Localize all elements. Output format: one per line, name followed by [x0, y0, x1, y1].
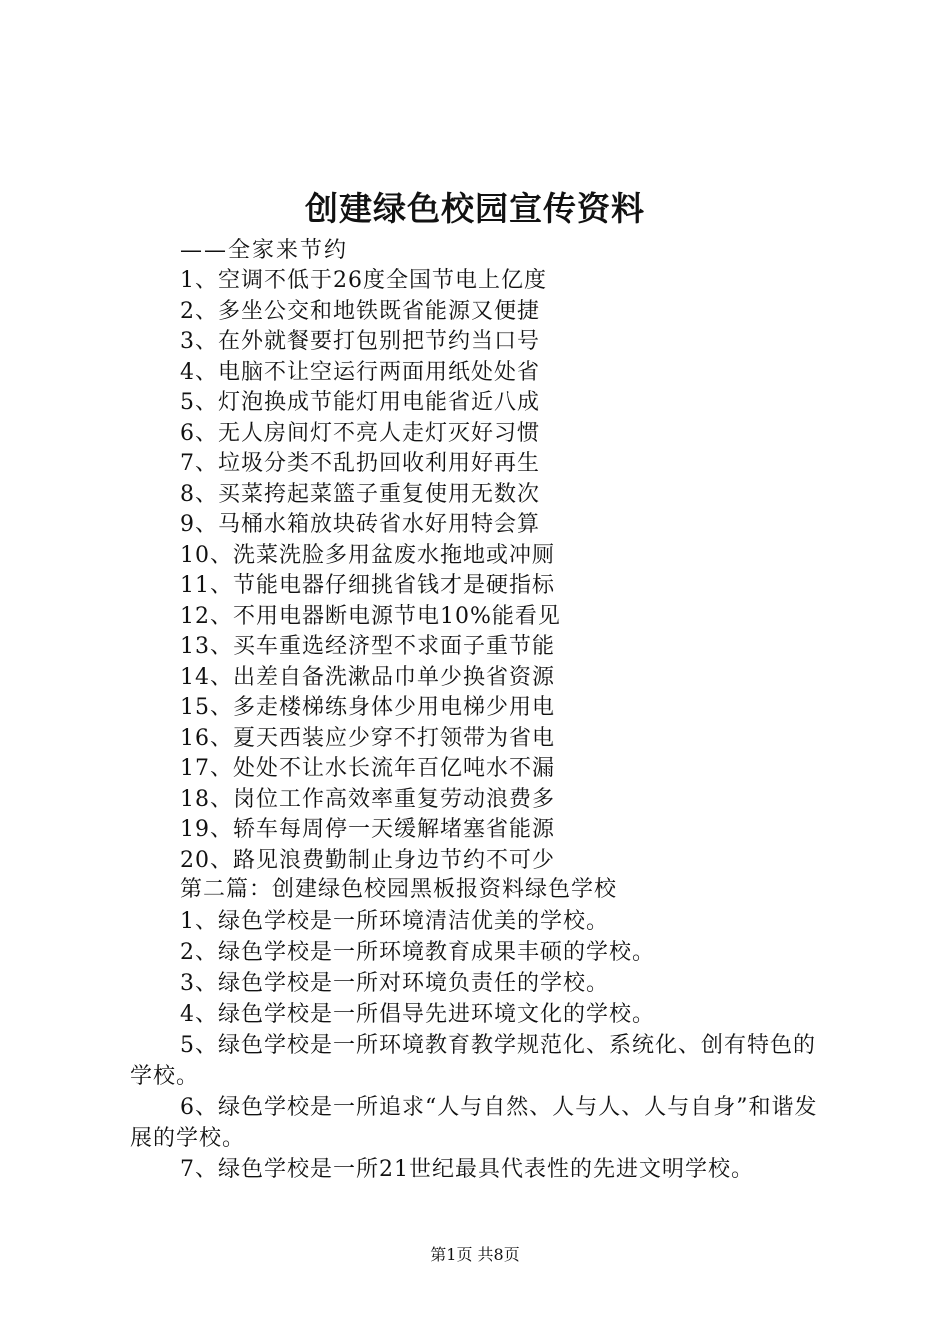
- paragraph: 3、绿色学校是一所对环境负责任的学校。: [180, 971, 609, 996]
- list-item: 13、买车重选经济型不求面子重节能: [180, 634, 555, 659]
- list-item: 18、岗位工作高效率重复劳动浪费多: [180, 786, 555, 812]
- paragraph: 7、绿色学校是一所21世纪最具代表性的先进文明学校。: [180, 1157, 754, 1182]
- list-item: 9、马桶水箱放块砖省水好用特会算: [180, 512, 540, 537]
- paragraph: 1、绿色学校是一所环境清洁优美的学校。: [180, 909, 609, 934]
- list-item: 7、垃圾分类不乱扔回收利用好再生: [180, 451, 540, 476]
- list-item: 4、电脑不让空运行两面用纸处处省: [180, 359, 540, 385]
- list-item: 15、多走楼梯练身体少用电梯少用电: [180, 695, 555, 720]
- document-subtitle: ——全家来节约: [180, 238, 349, 263]
- list-item: 12、不用电器断电源节电10%能看见: [180, 603, 561, 629]
- page-footer: 第1页 共8页: [430, 1245, 520, 1264]
- list-item: 19、轿车每周停一天缓解堵塞省能源: [180, 817, 555, 842]
- list-item: 6、无人房间灯不亮人走灯灭好习惯: [180, 420, 540, 446]
- paragraph: 2、绿色学校是一所环境教育成果丰硕的学校。: [180, 940, 655, 965]
- paragraph: 5、绿色学校是一所环境教育教学规范化、系统化、创有特色的学校。: [130, 1033, 816, 1089]
- list-item: 10、洗菜洗脸多用盆废水拖地或冲厕: [180, 542, 555, 568]
- tips-list: [180, 266, 561, 876]
- list-item: 11、节能电器仔细挑省钱才是硬指标: [180, 573, 555, 598]
- list-item: 16、夏天西装应少穿不打领带为省电: [180, 725, 555, 751]
- list-item: 5、灯泡换成节能灯用电能省近八成: [180, 390, 540, 415]
- list-item: 2、多坐公交和地铁既省能源又便捷: [180, 298, 540, 324]
- section2-heading: 第二篇：创建绿色校园黑板报资料绿色学校: [180, 877, 618, 902]
- paragraph: 6、绿色学校是一所追求“人与自然、人与人、人与自身”和谐发展的学校。: [130, 1095, 818, 1151]
- list-item: 3、在外就餐要打包别把节约当口号: [180, 329, 540, 354]
- list-item: 14、出差自备洗漱品巾单少换省资源: [180, 664, 555, 690]
- list-item: 1、空调不低于26度全国节电上亿度: [180, 268, 547, 293]
- section2-body: [130, 906, 830, 1185]
- document-title: 创建绿色校园宣传资料: [305, 189, 645, 228]
- list-item: 8、买菜挎起菜篮子重复使用无数次: [180, 481, 540, 507]
- paragraph: 4、绿色学校是一所倡导先进环境文化的学校。: [180, 1002, 655, 1027]
- list-item: 17、处处不让水长流年百亿吨水不漏: [180, 756, 555, 781]
- list-item: 20、路见浪费勤制止身边节约不可少: [180, 847, 555, 873]
